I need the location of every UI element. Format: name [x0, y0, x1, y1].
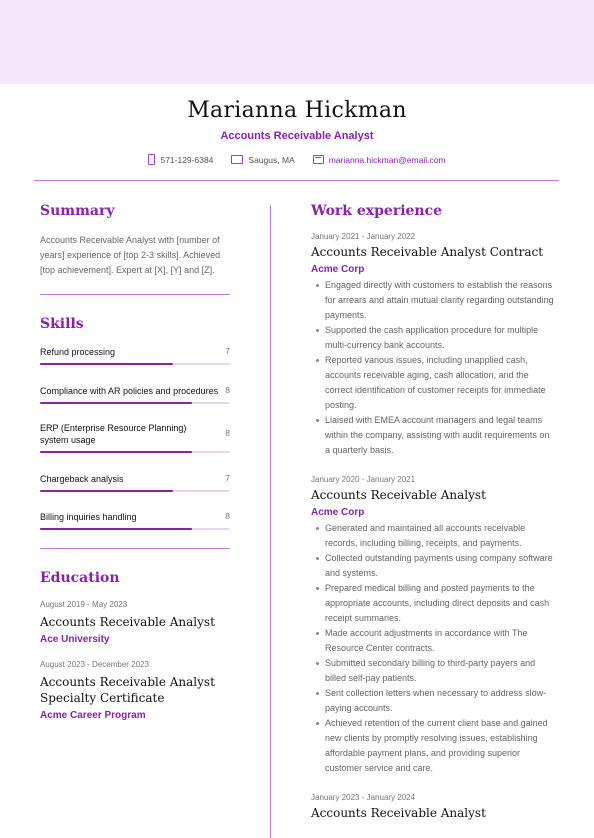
skill-name: Chargeback analysis — [40, 474, 124, 484]
skill-name: Billing inquiries handling — [40, 512, 137, 522]
candidate-role: Accounts Receivable Analyst — [220, 130, 374, 142]
candidate-name: Marianna Hickman — [187, 98, 407, 123]
phone-text: 571-129-6384 — [160, 154, 214, 165]
skill-name: ERP (Enterprise Resource Planning) system usage — [40, 423, 187, 445]
location-card-icon — [231, 155, 243, 164]
job-bullet: Supported the cash application procedure for multiple multi-currency bank accounts. — [325, 323, 556, 353]
skill-item — [40, 346, 230, 385]
skill-bar — [40, 363, 230, 365]
skill-bar-fill — [40, 363, 173, 365]
education-date: August 2019 - May 2023 — [40, 600, 128, 609]
skills-list — [40, 346, 230, 541]
summary-title: Summary — [40, 203, 115, 219]
column-divider — [270, 205, 271, 838]
job-bullets — [311, 278, 556, 458]
education-title: Education — [40, 570, 120, 586]
skill-name: Refund processing — [40, 347, 116, 357]
skill-score: 8 — [225, 511, 230, 521]
job-date: January 2020 - January 2021 — [311, 475, 416, 484]
job-bullet: Engaged directly with customers to establish the reasons for arrears and attain mutual clarity regarding outstanding payments. — [325, 278, 556, 323]
skill-name: Compliance with AR policies and procedures — [40, 386, 219, 396]
education-degree: Accounts Receivable Analyst — [40, 615, 215, 629]
experience-title: Work experience — [311, 203, 443, 219]
contact-row — [0, 154, 594, 165]
job-bullet: Reported various issues, including unapplied cash, accounts receivable aging, cash allocation, and the correct identification of customer receipts for immediate posting. — [325, 353, 556, 413]
summary-divider — [40, 294, 230, 295]
education-degree: Accounts Receivable Analyst Specialty Certificate — [40, 675, 215, 705]
skill-bar — [40, 451, 230, 453]
skills-divider — [40, 548, 230, 549]
skill-bar-fill — [40, 451, 192, 453]
skill-score: 8 — [225, 385, 230, 395]
job-bullet: Made account adjustments in accordance with The Resource Center contracts. — [325, 626, 556, 656]
job-date: January 2021 - January 2022 — [311, 232, 416, 241]
header-divider — [34, 180, 559, 181]
job-title: Accounts Receivable Analyst — [311, 806, 486, 820]
skill-bar-fill — [40, 490, 173, 492]
right-column — [311, 200, 556, 821]
job-company: Acme Corp — [311, 264, 365, 275]
job-bullet: Liaised with EMEA account managers and legal teams within the company, assisting with audit requirements on a quarterly basis. — [325, 413, 556, 458]
left-column — [40, 200, 230, 721]
envelope-icon — [313, 155, 324, 164]
skill-bar-fill — [40, 402, 192, 404]
skills-title: Skills — [40, 316, 84, 332]
education-date: August 2023 - December 2023 — [40, 660, 149, 669]
skill-item — [40, 473, 230, 511]
location-text: Saugus, MA — [248, 154, 295, 165]
skill-bar — [40, 402, 230, 404]
job-bullet: Achieved retention of the current client base and gained new clients by promptly resolving issues, establishing affordable payment plans, and providing superior customer service and care. — [325, 716, 556, 776]
job-bullet: Submitted secondary billing to third-party payers and billed self-pay patients. — [325, 656, 556, 686]
contact-email[interactable] — [313, 154, 446, 165]
job-date: January 2023 - January 2024 — [311, 793, 416, 802]
header-band — [0, 0, 594, 84]
skill-bar — [40, 528, 230, 530]
skill-score: 7 — [225, 473, 230, 483]
education-school: Ace University — [40, 634, 110, 645]
skill-item — [40, 422, 230, 473]
email-link[interactable]: marianna.hickman@email.com — [328, 154, 446, 165]
job-title: Accounts Receivable Analyst Contract — [311, 245, 544, 259]
skill-score: 7 — [225, 346, 230, 356]
skill-item — [40, 511, 230, 541]
job-bullet: Collected outstanding payments using company software and systems. — [325, 551, 556, 581]
job-company: Acme Corp — [311, 507, 365, 518]
phone-icon — [148, 154, 155, 165]
job-title: Accounts Receivable Analyst — [311, 488, 486, 502]
skill-bar-fill — [40, 528, 192, 530]
skill-item — [40, 385, 230, 422]
education-school: Acme Career Program — [40, 710, 146, 721]
summary-text: Accounts Receivable Analyst with [number of years] experience of [top 2-3 skills]. Achieved [top achievement]. Expert at [X], [Y] and [Z]. — [40, 235, 221, 275]
contact-location — [231, 154, 294, 165]
contact-phone[interactable] — [148, 154, 213, 165]
skill-score: 8 — [225, 428, 230, 438]
job-bullet: Sent collection letters when necessary to address slow-paying accounts. — [325, 686, 556, 716]
job-bullet: Generated and maintained all accounts receivable records, including billing, receipts, and payments. — [325, 521, 556, 551]
skill-bar — [40, 490, 230, 492]
job-bullet: Prepared medical billing and posted payments to the appropriate accounts, including direct deposits and cash receipt summaries. — [325, 581, 556, 626]
job-bullets — [311, 521, 556, 776]
